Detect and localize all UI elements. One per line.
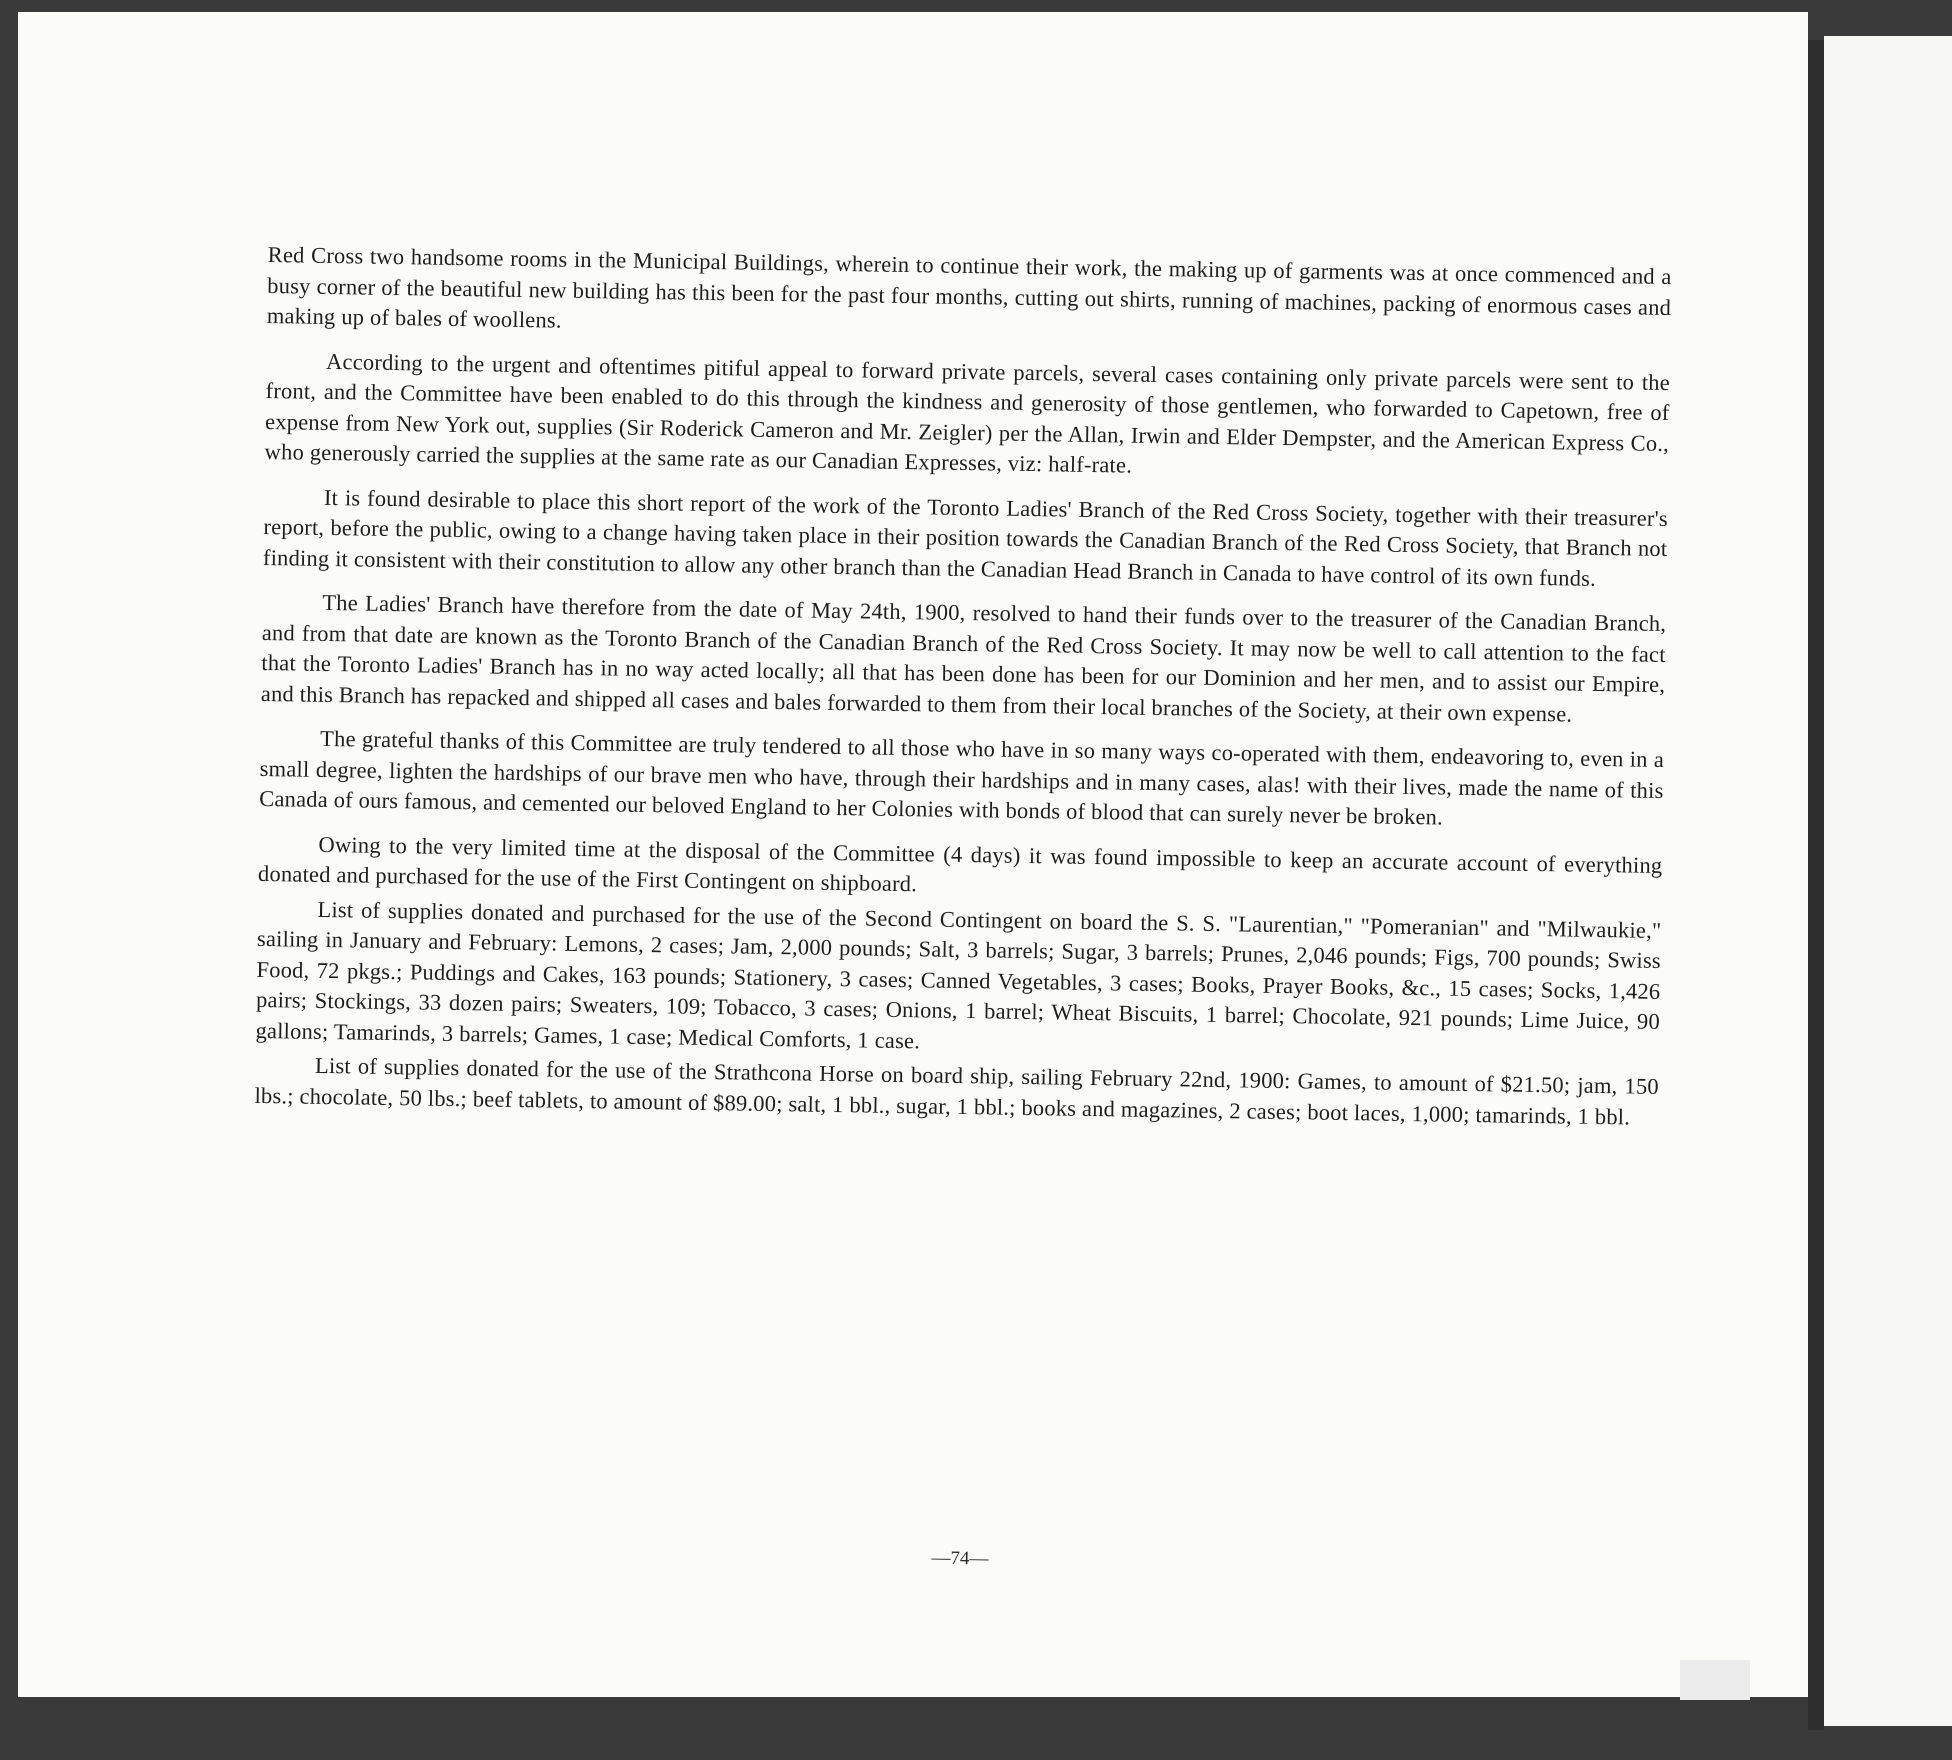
scan-smudge — [1680, 1660, 1750, 1700]
paragraph-second-contingent-supplies: List of supplies donated and purchased for the use of the Second Contingent on board the S. S. "Laurentian," "Pomeranian" and "Milwaukie," sailing in January and February: Lemons, 2 cases; Jam, 2,000 pounds; Salt, 3 barrels; Sugar, 3 barrels; Prunes, 2,046 pounds; Figs, 700 pounds; Swiss Food, 72 pkgs.; Puddings and Cakes, 163 pounds; Stationery, 3 cases; Canned Vegetables, 3 cases; Books, Prayer Books, &c., 15 cases; Socks, 1,426 pairs; Stockings, 33 dozen pairs; Sweaters, 109; Tobacco, 3 cases; Onions, 1 barrel; Wheat Biscuits, 1 barrel; Chocolate, 921 pounds; Lime Juice, 90 gallons; Tamarinds, 3 barrels; Games, 1 case; Medical Comforts, 1 case. — [255, 896, 1662, 1053]
paragraph-first-contingent: Owing to the very limited time at the disposal of the Committee (4 days) it was found impossible to keep an accurate account of everything donated and purchased for the use of the First Contingent on shipboard. — [257, 831, 1663, 897]
paragraph-strathcona-horse-supplies: List of supplies donated for the use of the Strathcona Horse on board ship, sailing February 22nd, 1900: Games, to amount of $21.50; jam, 150 lbs.; chocolate, 50 lbs.; beef tablets, to amount of $89.00; salt, 1 bbl., sugar, 1 bbl.; books and magazines, 2 cases; boot laces, 1,000; tamarinds, 1 bbl. — [254, 1052, 1660, 1130]
paragraph-red-cross-rooms: Red Cross two handsome rooms in the Municipal Buildings, wherein to continue their work, the making up of garments was at once commenced and a busy corner of the beautiful new building has this been for the past four months, cutting out shirts, running of machines, packing of enormous cases and making up of bales of woollens. — [266, 241, 1672, 333]
paragraph-private-parcels: According to the urgent and oftentimes pitiful appeal to forward private parcels, several cases containing only private parcels were sent to the front, and the Committee have been enabled to do this through the kindness and generosity of those gentlemen, who forwarded to Capetown, free of expense from New York out, supplies (Sir Roderick Cameron and Mr. Zeigler) per the Allan, Irwin and Elder Dempster, and the American Express Co., who generously carried the supplies at the same rate as our Canadian Expresses, viz: half-rate. — [264, 348, 1671, 478]
paragraph-grateful-thanks: The grateful thanks of this Committee are truly tendered to all those who have in so many ways co-operated with them, endeavoring to, even in a small degree, lighten the hardships of our brave men who have, through their hardships and in many cases, alas! with their lives, made the name of this Canada of ours famous, and cemented our beloved England to her Colonies with bonds of blood that can surely never be broken. — [259, 725, 1665, 830]
facing-page-edge — [1824, 36, 1952, 1726]
page-number: —74— — [931, 1547, 989, 1570]
book-gutter — [1808, 40, 1824, 1730]
page-body-text — [254, 240, 1672, 1147]
paragraph-report-purpose: It is found desirable to place this short report of the work of the Toronto Ladies' Branch of the Red Cross Society, together with their treasurer's report, before the public, owing to a change having taken place in their position towards the Canadian Branch of the Red Cross Society, that Branch not finding it consistent with their constitution to allow any other branch than the Canadian Head Branch in Canada to have control of its own funds. — [262, 484, 1669, 591]
paragraph-ladies-branch: The Ladies' Branch have therefore from the date of May 24th, 1900, resolved to hand their funds over to the treasurer of the Canadian Branch, and from that date are known as the Toronto Branch of the Canadian Branch of the Red Cross Society. It may now be well to call attention to the fact that the Toronto Ladies' Branch has in no way acted locally; all that has been done has been for our Dominion and her men, and to assist our Empire, and this Branch has repacked and shipped all cases and bales forwarded to them from their local branches of the Society, at their own expense. — [260, 589, 1667, 727]
